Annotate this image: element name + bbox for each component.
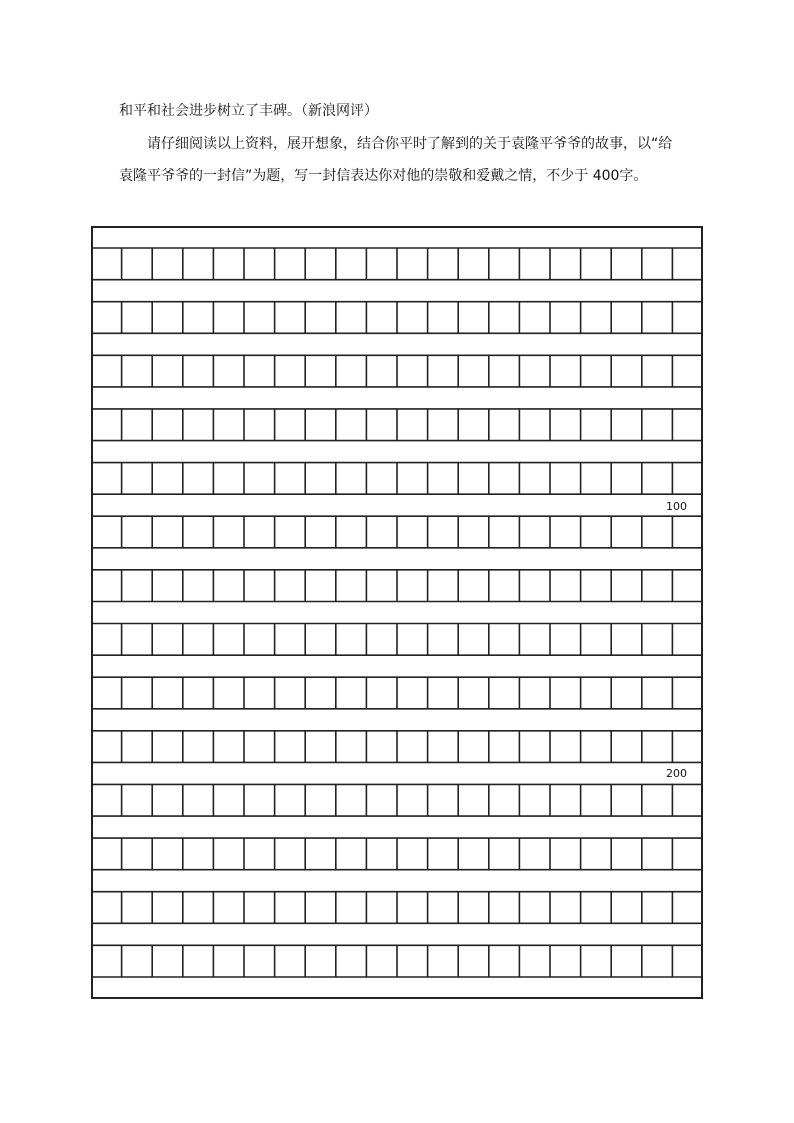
instruction-line-1: 请仔细阅读以上资料，展开想象，结合你平时了解到的关于袁隆平爷爷的故事，以“给	[147, 136, 673, 152]
grid-border	[92, 227, 702, 998]
instruction-line-2: 袁隆平爷爷的一封信”为题，写一封信表达你对他的崇敬和爱戴之情，不少于 400字。	[119, 168, 648, 184]
composition-grid	[91, 226, 703, 999]
word-count-marker-100: 100	[666, 500, 687, 513]
word-count-marker-200: 200	[666, 767, 687, 780]
grid-lines	[91, 226, 703, 999]
passage-ending-line: 和平和社会进步树立了丰碑。（新浪网评）	[119, 103, 378, 119]
